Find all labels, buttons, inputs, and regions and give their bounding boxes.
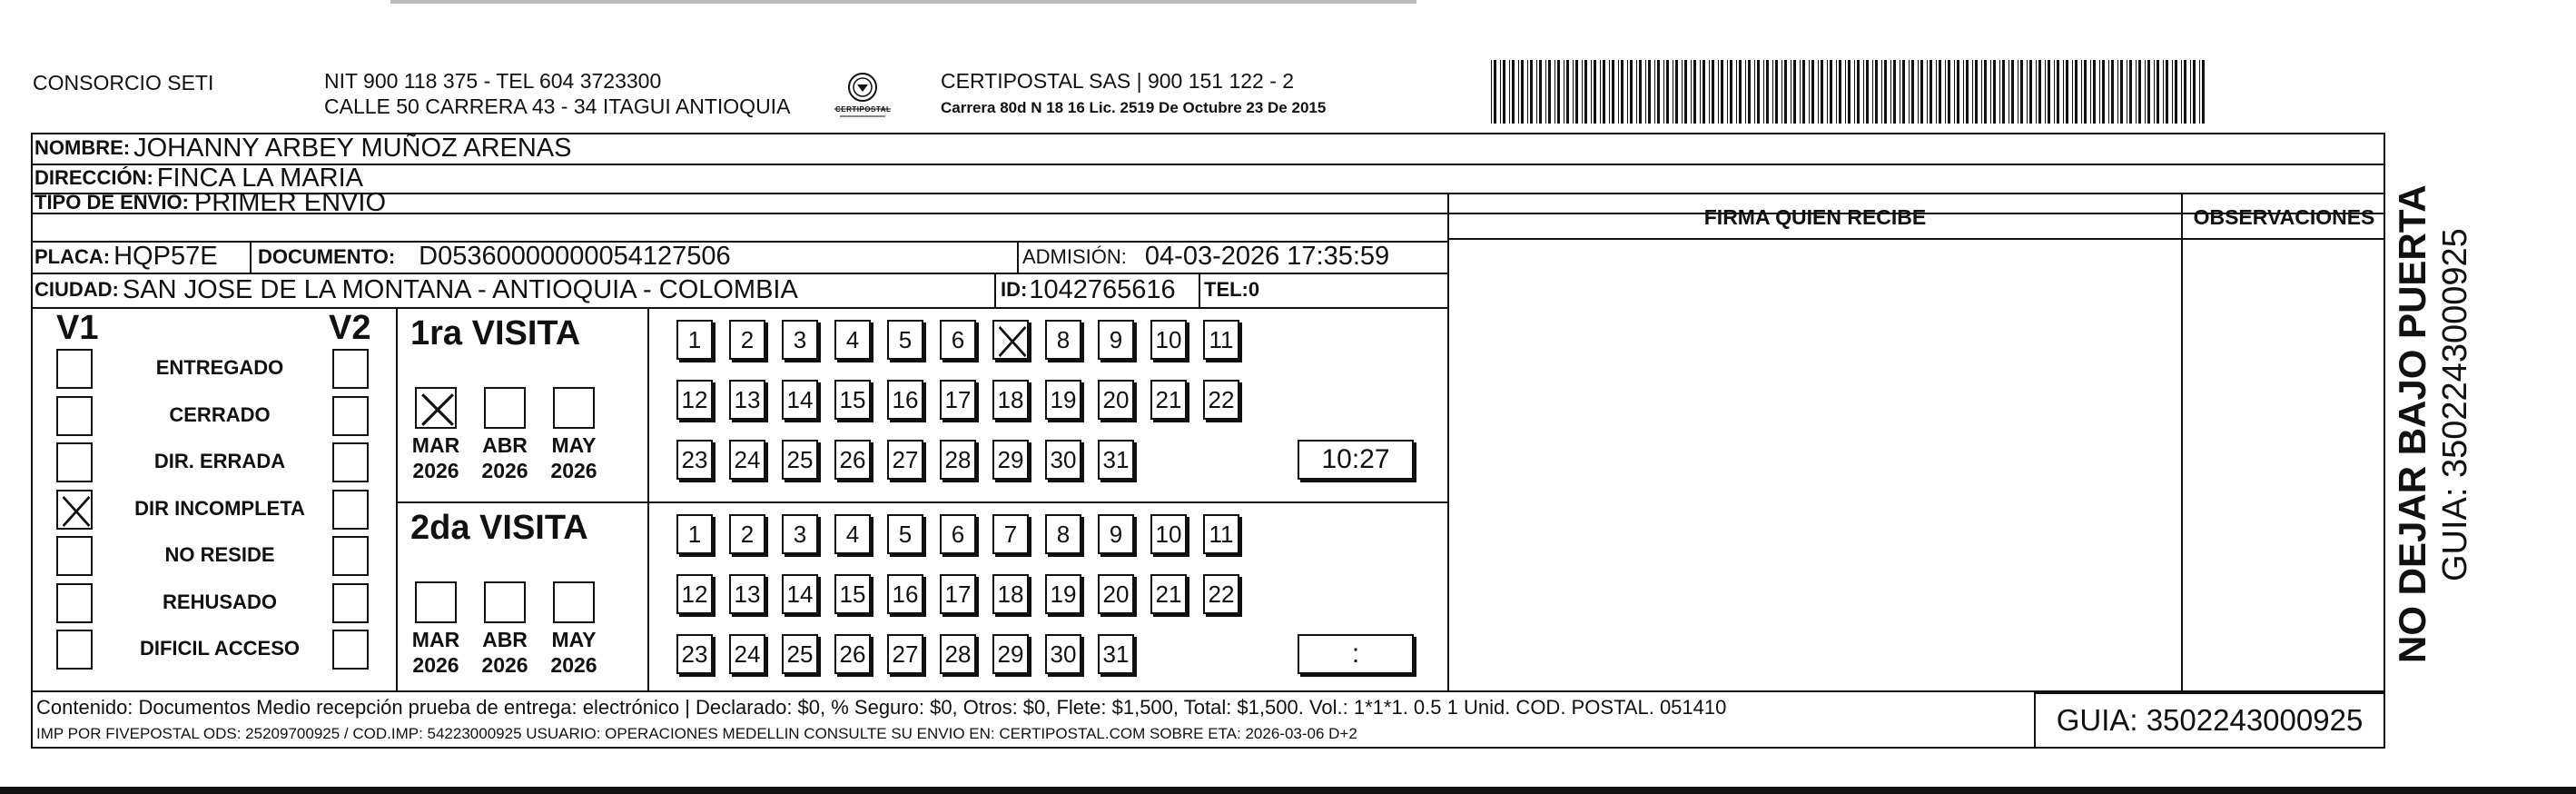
day-box-5[interactable]: 5 (887, 514, 923, 554)
day-box-30[interactable]: 30 (1045, 440, 1081, 480)
month-label (404, 432, 468, 483)
day-box-18[interactable]: 18 (992, 380, 1029, 420)
visit-time[interactable]: : (1298, 634, 1414, 674)
v2-checkbox-3[interactable] (332, 442, 369, 482)
day-box-22[interactable]: 22 (1203, 574, 1239, 614)
company-name: CONSORCIO SETI (33, 71, 214, 94)
month-name: ABR (482, 433, 528, 457)
day-box-12[interactable]: 12 (676, 574, 713, 614)
tel-row (1204, 273, 1259, 307)
tel-value: 0 (1248, 278, 1260, 301)
visit-title-2: 2da VISITA (410, 509, 588, 547)
month-checkbox-mar[interactable] (415, 387, 457, 429)
day-box-26[interactable]: 26 (834, 440, 871, 480)
day-box-19[interactable]: 19 (1045, 574, 1081, 614)
v2-checkbox-5[interactable] (332, 536, 369, 576)
certipostal-line: CERTIPOSTAL SAS | 900 151 122 - 2 (941, 69, 1295, 93)
reason-label: DIR. ERRADA (153, 450, 286, 472)
documento-label: DOCUMENTO: (258, 244, 396, 268)
signature-area[interactable] (1449, 240, 2181, 690)
v2-checkbox-7[interactable] (332, 630, 369, 670)
placa-value: HQP57E (114, 242, 218, 271)
day-box-7[interactable]: 7 (992, 514, 1029, 554)
day-box-12[interactable]: 12 (676, 380, 713, 420)
day-box-5[interactable]: 5 (887, 320, 923, 360)
nombre-row (35, 133, 572, 164)
day-box-24[interactable]: 24 (729, 634, 765, 674)
day-box-2[interactable]: 2 (729, 320, 765, 360)
id-value: 1042765616 (1029, 274, 1176, 304)
day-box-24[interactable]: 24 (729, 440, 765, 480)
visit-title-1: 1ra VISITA (410, 314, 581, 352)
month-year: 2026 (550, 653, 597, 677)
month-name: MAR (411, 433, 460, 457)
month-label (473, 627, 537, 678)
day-box-23[interactable]: 23 (676, 440, 713, 480)
month-name: ABR (482, 628, 528, 651)
admision-value: 04-03-2026 17:35:59 (1144, 242, 1390, 271)
day-box-29[interactable]: 29 (992, 634, 1029, 674)
day-box-17[interactable]: 17 (940, 574, 976, 614)
month-year: 2026 (481, 653, 528, 677)
reason-label: REHUSADO (163, 590, 277, 613)
day-box-2[interactable]: 2 (729, 514, 765, 554)
v1-checkbox-7[interactable] (56, 630, 93, 670)
day-box-14[interactable]: 14 (782, 574, 818, 614)
side-guia: GUIA: 3502243000925 (2436, 228, 2474, 581)
reason-label: DIR INCOMPLETA (134, 496, 305, 520)
v2-checkbox-2[interactable] (332, 396, 369, 436)
day-box-3[interactable]: 3 (782, 514, 818, 554)
certipostal-sub: Carrera 80d N 18 16 Lic. 2519 De Octubre 23 De 2015 (941, 99, 1327, 116)
day-box-25[interactable]: 25 (782, 440, 818, 480)
admision-label: ADMISIÓN: (1022, 244, 1127, 268)
footer-content-line: Contenido: Documentos Medio recepción prueba de entrega: electrónico | Declarado: $0, % Seguro: $0, Otros: $0, Flete: $1,500, Total: $1,500. Vol.: 1*1*1. 0.5 1 Unid. COD. POSTAL. 051410 (36, 696, 1727, 719)
month-name: MAY (551, 628, 597, 651)
day-box-4[interactable]: 4 (834, 320, 871, 360)
side-warning: NO DEJAR BAJO PUERTA (2391, 184, 2433, 663)
ciudad-row (35, 273, 798, 307)
observaciones-area[interactable] (2183, 240, 2385, 690)
v1-checkbox-2[interactable] (56, 396, 93, 436)
reason-label: CERRADO (169, 402, 271, 426)
footer-imp-line: IMP POR FIVEPOSTAL ODS: 25209700925 / COD.IMP: 54223000925 USUARIO: OPERACIONES MEDELLIN CONSULTE SU ENVIO EN: CERTIPOSTAL.COM SOBRE ETA: 2026-03-06 D+2 (36, 725, 1357, 742)
id-label: ID: (1001, 278, 1028, 301)
v1-checkbox-4[interactable] (56, 490, 93, 530)
v2-checkbox-4[interactable] (332, 490, 369, 530)
day-box-15[interactable]: 15 (834, 574, 871, 614)
day-box-11[interactable]: 11 (1203, 320, 1239, 360)
day-box-1[interactable]: 1 (676, 514, 713, 554)
nombre-label: NOMBRE: (35, 136, 131, 159)
day-box-29[interactable]: 29 (992, 440, 1029, 480)
month-name: MAR (411, 628, 460, 651)
month-name: MAY (551, 433, 597, 457)
reason-label: ENTREGADO (155, 356, 284, 379)
v2-checkbox-6[interactable] (332, 583, 369, 623)
month-year: 2026 (481, 459, 528, 482)
scan-top-line (390, 0, 1416, 4)
month-checkbox-may[interactable] (553, 581, 595, 623)
month-checkbox-mar[interactable] (415, 581, 457, 623)
tel-label: TEL: (1204, 278, 1249, 301)
documento-value: D05360000000054127506 (419, 242, 731, 271)
tipo-label: TIPO DE ENVIO: (35, 191, 189, 213)
v1-checkbox-3[interactable] (56, 442, 93, 482)
month-year: 2026 (550, 459, 597, 482)
month-checkbox-abr[interactable] (484, 581, 526, 623)
day-box-8[interactable]: 8 (1045, 514, 1081, 554)
day-box-23[interactable]: 23 (676, 634, 713, 674)
month-label (542, 432, 606, 483)
month-checkbox-abr[interactable] (484, 387, 526, 429)
day-box-21[interactable]: 21 (1150, 574, 1187, 614)
month-label (542, 627, 606, 678)
id-row (1001, 273, 1176, 307)
day-box-16[interactable]: 16 (887, 380, 923, 420)
day-box-7[interactable] (992, 320, 1029, 360)
day-box-11[interactable]: 11 (1203, 514, 1239, 554)
v1-heading: V1 (56, 309, 99, 347)
day-box-28[interactable]: 28 (940, 440, 976, 480)
day-box-31[interactable]: 31 (1098, 440, 1134, 480)
day-box-10[interactable]: 10 (1150, 514, 1187, 554)
day-box-9[interactable]: 9 (1098, 320, 1134, 360)
day-box-6[interactable]: 6 (940, 514, 976, 554)
placa-label: PLACA: (35, 244, 111, 268)
day-box-20[interactable]: 20 (1098, 380, 1134, 420)
nombre-value: JOHANNY ARBEY MUÑOZ ARENAS (133, 133, 572, 163)
day-box-19[interactable]: 19 (1045, 380, 1081, 420)
month-checkbox-may[interactable] (553, 387, 595, 429)
day-box-26[interactable]: 26 (834, 634, 871, 674)
v1-checkbox-1[interactable] (56, 349, 93, 389)
admision-row (1022, 241, 1389, 273)
day-box-16[interactable]: 16 (887, 574, 923, 614)
day-box-27[interactable]: 27 (887, 440, 923, 480)
v2-heading: V2 (329, 309, 371, 347)
tipo-value: PRIMER ENVIO (193, 187, 387, 217)
v1-checkbox-6[interactable] (56, 583, 93, 623)
tipo-row (35, 187, 387, 217)
day-box-14[interactable]: 14 (782, 380, 818, 420)
day-box-13[interactable]: 13 (729, 574, 765, 614)
ciudad-value: SAN JOSE DE LA MONTANA - ANTIOQUIA - COLOMBIA (122, 274, 798, 304)
day-box-22[interactable]: 22 (1203, 380, 1239, 420)
month-year: 2026 (412, 459, 459, 482)
day-box-18[interactable]: 18 (992, 574, 1029, 614)
day-box-30[interactable]: 30 (1045, 634, 1081, 674)
direccion-label: DIRECCIÓN: (35, 166, 153, 189)
day-box-3[interactable]: 3 (782, 320, 818, 360)
ciudad-label: CIUDAD: (35, 278, 119, 301)
visit-time[interactable]: 10:27 (1298, 440, 1414, 480)
firma-header: FIRMA QUIEN RECIBE (1703, 205, 1927, 229)
day-box-27[interactable]: 27 (887, 634, 923, 674)
reason-label: NO RESIDE (164, 543, 275, 566)
barcode (1489, 60, 2205, 124)
v1-checkbox-5[interactable] (56, 536, 93, 576)
day-box-25[interactable]: 25 (782, 634, 818, 674)
month-label (404, 627, 468, 678)
logo-text: CERTIPOSTAL (835, 105, 892, 114)
reason-label: DIFICIL ACCESO (139, 637, 300, 660)
nit-line: NIT 900 118 375 - TEL 604 3723300 (324, 69, 662, 93)
month-label (473, 432, 537, 483)
day-box-9[interactable]: 9 (1098, 514, 1134, 554)
day-box-20[interactable]: 20 (1098, 574, 1134, 614)
observaciones-header: OBSERVACIONES (2193, 205, 2375, 229)
address-line: CALLE 50 CARRERA 43 - 34 ITAGUI ANTIOQUIA (324, 94, 791, 118)
scan-edge (0, 787, 2576, 794)
day-box-21[interactable]: 21 (1150, 380, 1187, 420)
direccion-value: FINCA LA MARIA (156, 163, 364, 193)
placa-row (35, 241, 218, 273)
footer-guia: GUIA: 3502243000925 (2056, 703, 2364, 737)
day-box-8[interactable]: 8 (1045, 320, 1081, 360)
day-box-6[interactable]: 6 (940, 320, 976, 360)
day-box-10[interactable]: 10 (1150, 320, 1187, 360)
documento-row (258, 241, 731, 273)
day-box-28[interactable]: 28 (940, 634, 976, 674)
day-box-13[interactable]: 13 (729, 380, 765, 420)
day-box-17[interactable]: 17 (940, 380, 976, 420)
day-box-15[interactable]: 15 (834, 380, 871, 420)
day-box-1[interactable]: 1 (676, 320, 713, 360)
certipostal-logo-icon (831, 69, 894, 120)
v2-checkbox-1[interactable] (332, 349, 369, 389)
month-year: 2026 (412, 653, 459, 677)
day-box-4[interactable]: 4 (834, 514, 871, 554)
day-box-31[interactable]: 31 (1098, 634, 1134, 674)
